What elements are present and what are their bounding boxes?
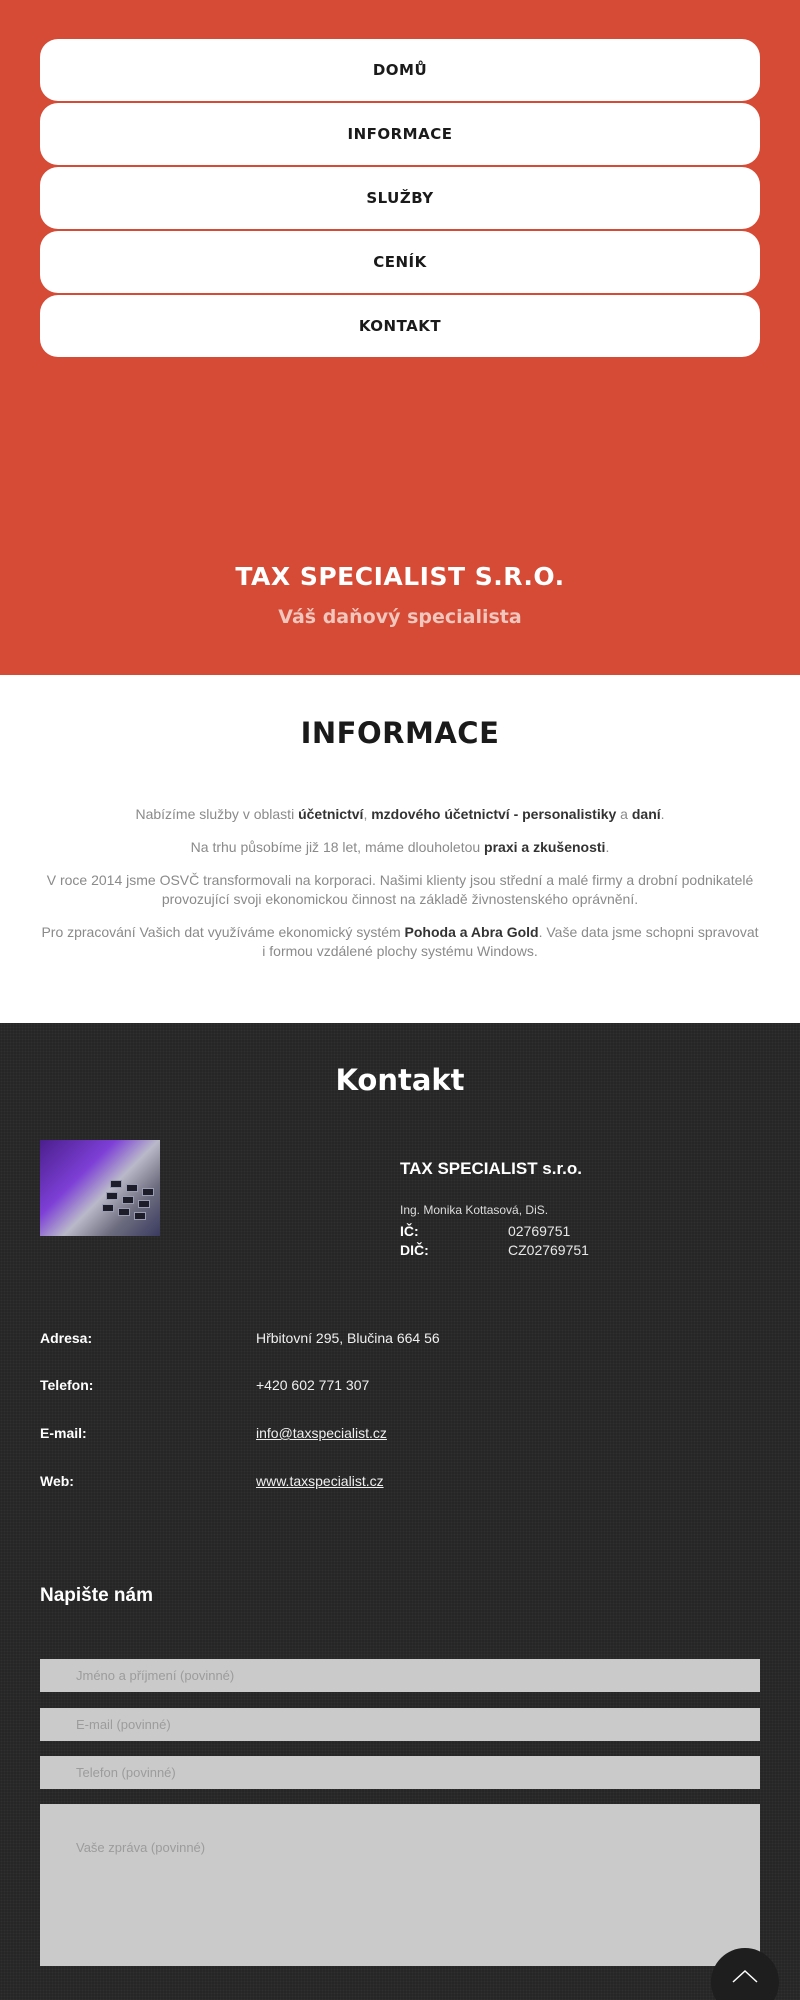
nav-item-kontakt[interactable]: KONTAKT bbox=[40, 295, 760, 357]
nav-item-sluzby[interactable]: SLUŽBY bbox=[40, 167, 760, 229]
hero-title: TAX SPECIALIST S.R.O. bbox=[235, 562, 565, 591]
contact-section bbox=[0, 1023, 800, 2000]
address-row bbox=[40, 1330, 760, 1346]
info-paragraph-3: V roce 2014 jsme OSVČ transformovali na korporaci. Našimi klienty jsou střední a malé firmy a drobní podnikatelé provozující svoji ekonomickou činnost na základě živnostenského oprávnění. bbox=[46, 872, 754, 907]
form-heading: Napište nám bbox=[40, 1585, 153, 1606]
emphasis: Pohoda a Abra Gold bbox=[404, 924, 539, 940]
email-label: E-mail: bbox=[40, 1425, 87, 1441]
address-label: Adresa: bbox=[40, 1330, 93, 1346]
ic-value: 02769751 bbox=[508, 1223, 571, 1239]
phone-label: Telefon: bbox=[40, 1377, 94, 1393]
contact-person: Ing. Monika Kottasová, DiS. bbox=[400, 1203, 549, 1217]
phone-value: +420 602 771 307 bbox=[256, 1377, 370, 1393]
address-value: Hřbitovní 295, Blučina 664 56 bbox=[256, 1330, 440, 1346]
web-label: Web: bbox=[40, 1473, 74, 1489]
calculator-image bbox=[40, 1140, 160, 1236]
text: . Vaše data jsme schopni spravovat i formou vzdálené plochy systému Windows. bbox=[262, 924, 759, 959]
nav-item-informace[interactable]: INFORMACE bbox=[40, 103, 760, 165]
message-input[interactable] bbox=[40, 1804, 760, 1966]
dic-value: CZ02769751 bbox=[508, 1242, 589, 1258]
dic-row bbox=[400, 1242, 760, 1258]
text: . bbox=[660, 806, 665, 822]
main-nav bbox=[40, 39, 760, 359]
phone-input[interactable] bbox=[40, 1756, 760, 1789]
text: . bbox=[605, 839, 610, 855]
hero-subtitle: Váš daňový specialista bbox=[278, 606, 522, 628]
hero-section bbox=[0, 0, 800, 675]
info-paragraph-2 bbox=[40, 838, 760, 857]
company-name: TAX SPECIALIST s.r.o. bbox=[400, 1159, 582, 1178]
email-input[interactable] bbox=[40, 1708, 760, 1741]
ic-label: IČ: bbox=[400, 1223, 419, 1239]
text: Pro zpracování Vašich dat využíváme ekonomický systém bbox=[41, 924, 405, 940]
nav-item-cenik[interactable]: CENÍK bbox=[40, 231, 760, 293]
nav-item-domu[interactable]: DOMŮ bbox=[40, 39, 760, 101]
web-link[interactable]: www.taxspecialist.cz bbox=[256, 1473, 384, 1489]
emphasis: mzdového účetnictví - personalistiky bbox=[371, 806, 617, 822]
info-paragraph-4 bbox=[40, 923, 760, 961]
info-text bbox=[40, 805, 760, 975]
ic-row bbox=[400, 1223, 760, 1239]
emphasis: účetnictví bbox=[298, 806, 364, 822]
text: , bbox=[363, 806, 372, 822]
text: Nabízíme služby v oblasti bbox=[135, 806, 299, 822]
info-paragraph-1 bbox=[40, 805, 760, 824]
email-link[interactable]: info@taxspecialist.cz bbox=[256, 1425, 387, 1441]
dic-label: DIČ: bbox=[400, 1242, 429, 1258]
email-row bbox=[40, 1425, 760, 1441]
emphasis: praxi a zkušenosti bbox=[484, 839, 606, 855]
text: Na trhu působíme již 18 let, máme dlouholetou bbox=[190, 839, 485, 855]
chevron-up-icon bbox=[731, 1968, 759, 1984]
phone-row bbox=[40, 1377, 760, 1393]
text: a bbox=[616, 806, 632, 822]
emphasis: daní bbox=[631, 806, 661, 822]
web-row bbox=[40, 1473, 760, 1489]
info-heading: INFORMACE bbox=[300, 716, 500, 750]
name-input[interactable] bbox=[40, 1659, 760, 1692]
contact-heading: Kontakt bbox=[335, 1063, 465, 1097]
info-section bbox=[0, 675, 800, 1023]
